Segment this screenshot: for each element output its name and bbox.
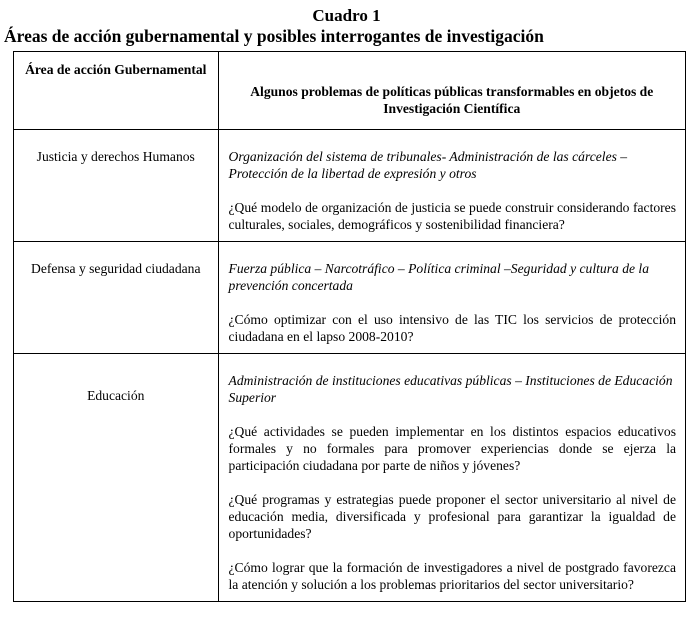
table-row-defensa [14,242,686,354]
table-caption-title: Áreas de acción gubernamental y posibles interrogantes de investigación [4,26,544,46]
research-question: ¿Qué modelo de organización de justicia se puede construir considerando factores culturales, sociales, demográficos y sostenibilidad financiera? [228,200,676,232]
problems-cell [218,354,685,602]
problems-cell [218,242,685,354]
policy-areas-table [13,51,686,602]
area-cell [14,354,219,602]
header-problems: Algunos problemas de políticas públicas transformables en objetos de Investigación Científica [218,52,685,130]
area-cell [14,242,219,354]
research-question: ¿Qué actividades se pueden implementar en los distintos espacios educativos formales y no formales para promover experiencias donde se ejerza la participación ciudadana por parte de niños y jóvenes? [228,424,676,473]
research-question: ¿Cómo lograr que la formación de investigadores a nivel de postgrado favorezca la atención y solución a los problemas prioritarios del sector universitario? [228,560,676,592]
research-question: ¿Qué programas y estrategias puede proponer el sector universitario al nivel de educación media, diversificada y profesional para garantizar la igualdad de oportunidades? [228,492,676,541]
problems-cell [218,130,685,242]
table-row-educacion [14,354,686,602]
topics-text: Administración de instituciones educativas públicas – Instituciones de Educación Superior [228,373,673,405]
table-caption-number: Cuadro 1 [312,6,381,25]
area-cell [14,130,219,242]
area-label: Defensa y seguridad ciudadana [31,261,201,276]
area-label: Educación [87,388,145,403]
area-label: Justicia y derechos Humanos [36,149,195,164]
header-area: Área de acción Gubernamental [14,52,219,130]
research-question: ¿Cómo optimizar con el uso intensivo de las TIC los servicios de protección ciudadana en el lapso 2008-2010? [228,312,676,344]
table-header-row [14,52,686,130]
topics-text: Organización del sistema de tribunales- Administración de las cárceles – Protección de la libertad de expresión y otros [228,149,628,181]
topics-text: Fuerza pública – Narcotráfico – Política criminal –Seguridad y cultura de la prevención concertada [228,261,649,293]
table-row-justicia [14,130,686,242]
